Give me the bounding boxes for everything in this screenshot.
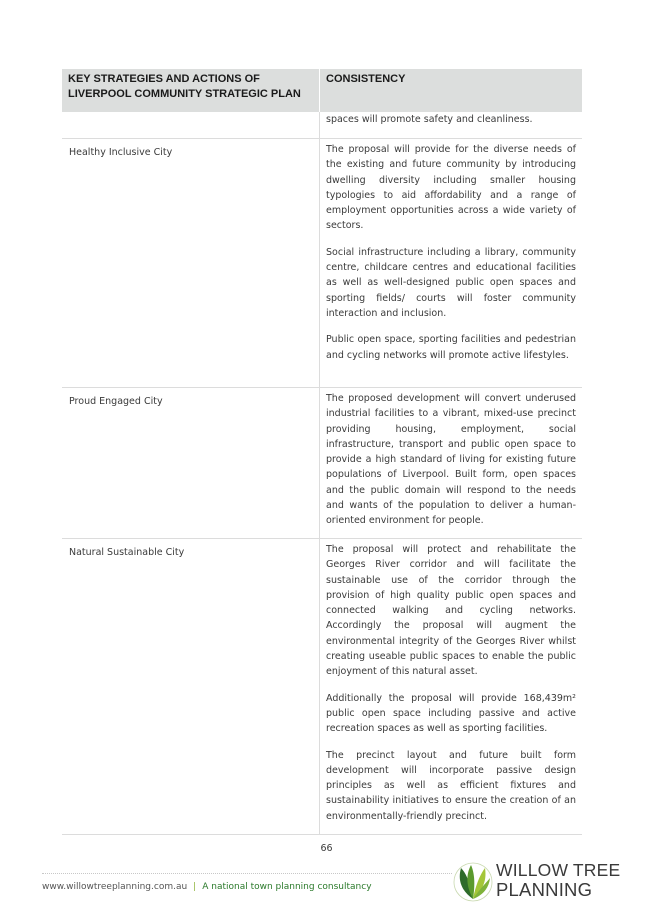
table-row: [62, 139, 582, 388]
strategy-cell: Healthy Inclusive City: [62, 139, 320, 387]
consistency-paragraph: Public open space, sporting facilities and pedestrian and cycling networks will promote active lifestyles.: [326, 334, 576, 361]
logo-line1: WILLOW TREE: [496, 860, 621, 880]
header-strategies-line2: LIVERPOOL COMMUNITY STRATEGIC PLAN: [68, 88, 301, 100]
page-number: 66: [320, 843, 333, 854]
consistency-paragraph: The precinct layout and future built form development will incorporate passive design principles as well as efficient fixtures and sustainability initiatives to ensure the creation of an environmentally-friendly precinct.: [326, 749, 576, 822]
consistency-cell: [320, 112, 582, 138]
consistency-paragraph: The proposal will protect and rehabilitate the Georges River corridor and will facilitate the sustainable use of the corridor through the provision of high quality public open spaces and connected walking and cycling networks. Accordingly the proposal will augment the environmental integrity of the Georges River whilst creating useable public spaces to enable the public enjoyment of this natural asset.: [326, 544, 576, 678]
consistency-cell: [320, 539, 582, 834]
table-row-continuation: [62, 112, 582, 139]
strategy-consistency-table: [62, 69, 582, 835]
header-strategies: [62, 69, 320, 112]
consistency-paragraph: The proposal will provide for the diverse needs of the existing and future community by introducing dwelling diversity including smaller housing typologies to aid affordability and a range of employment opportunities across a wide variety of sectors.: [326, 144, 576, 232]
table-row: [62, 539, 582, 835]
footer-tagline: A national town planning consultancy: [202, 882, 372, 892]
footer-separator: |: [193, 882, 197, 892]
consistency-paragraph: Additionally the proposal will provide 168,439m² public open space including passive and active recreation spaces as well as sporting facilities.: [326, 692, 576, 735]
consistency-cell: [320, 388, 582, 538]
strategy-cell: Proud Engaged City: [62, 388, 320, 538]
footer: [42, 882, 372, 892]
strategy-cell: Natural Sustainable City: [62, 539, 320, 834]
consistency-paragraph: The proposed development will convert underused industrial facilities to a vibrant, mixed-use precinct providing housing, employment, social infrastructure, transport and public open space to provide a high standard of living for existing future populations of Liverpool. Built form, open spaces and the public domain will respond to the needs and wants of the population to deliver a human-oriented environment for people.: [326, 393, 576, 527]
table-header: [62, 69, 582, 112]
willow-tree-planning-logo: [453, 860, 628, 904]
strategy-cell: [62, 112, 320, 138]
consistency-cell: [320, 139, 582, 387]
header-consistency-label: CONSISTENCY: [326, 73, 406, 85]
table-row: [62, 388, 582, 539]
tree-logo-icon: [453, 862, 493, 902]
consistency-paragraph: Social infrastructure including a library, community centre, childcare centres and educational facilities as well as well-designed public open spaces and sporting fields/ courts will foster community interaction and inclusion.: [326, 246, 576, 319]
continuation-text: spaces will promote safety and cleanliness.: [326, 114, 533, 125]
footer-website-link[interactable]: www.willowtreeplanning.com.au: [42, 882, 188, 892]
header-consistency: [320, 69, 582, 112]
header-strategies-line1: KEY STRATEGIES AND ACTIONS OF: [68, 73, 260, 85]
footer-divider: [42, 873, 452, 874]
logo-line2: PLANNING: [496, 879, 593, 900]
